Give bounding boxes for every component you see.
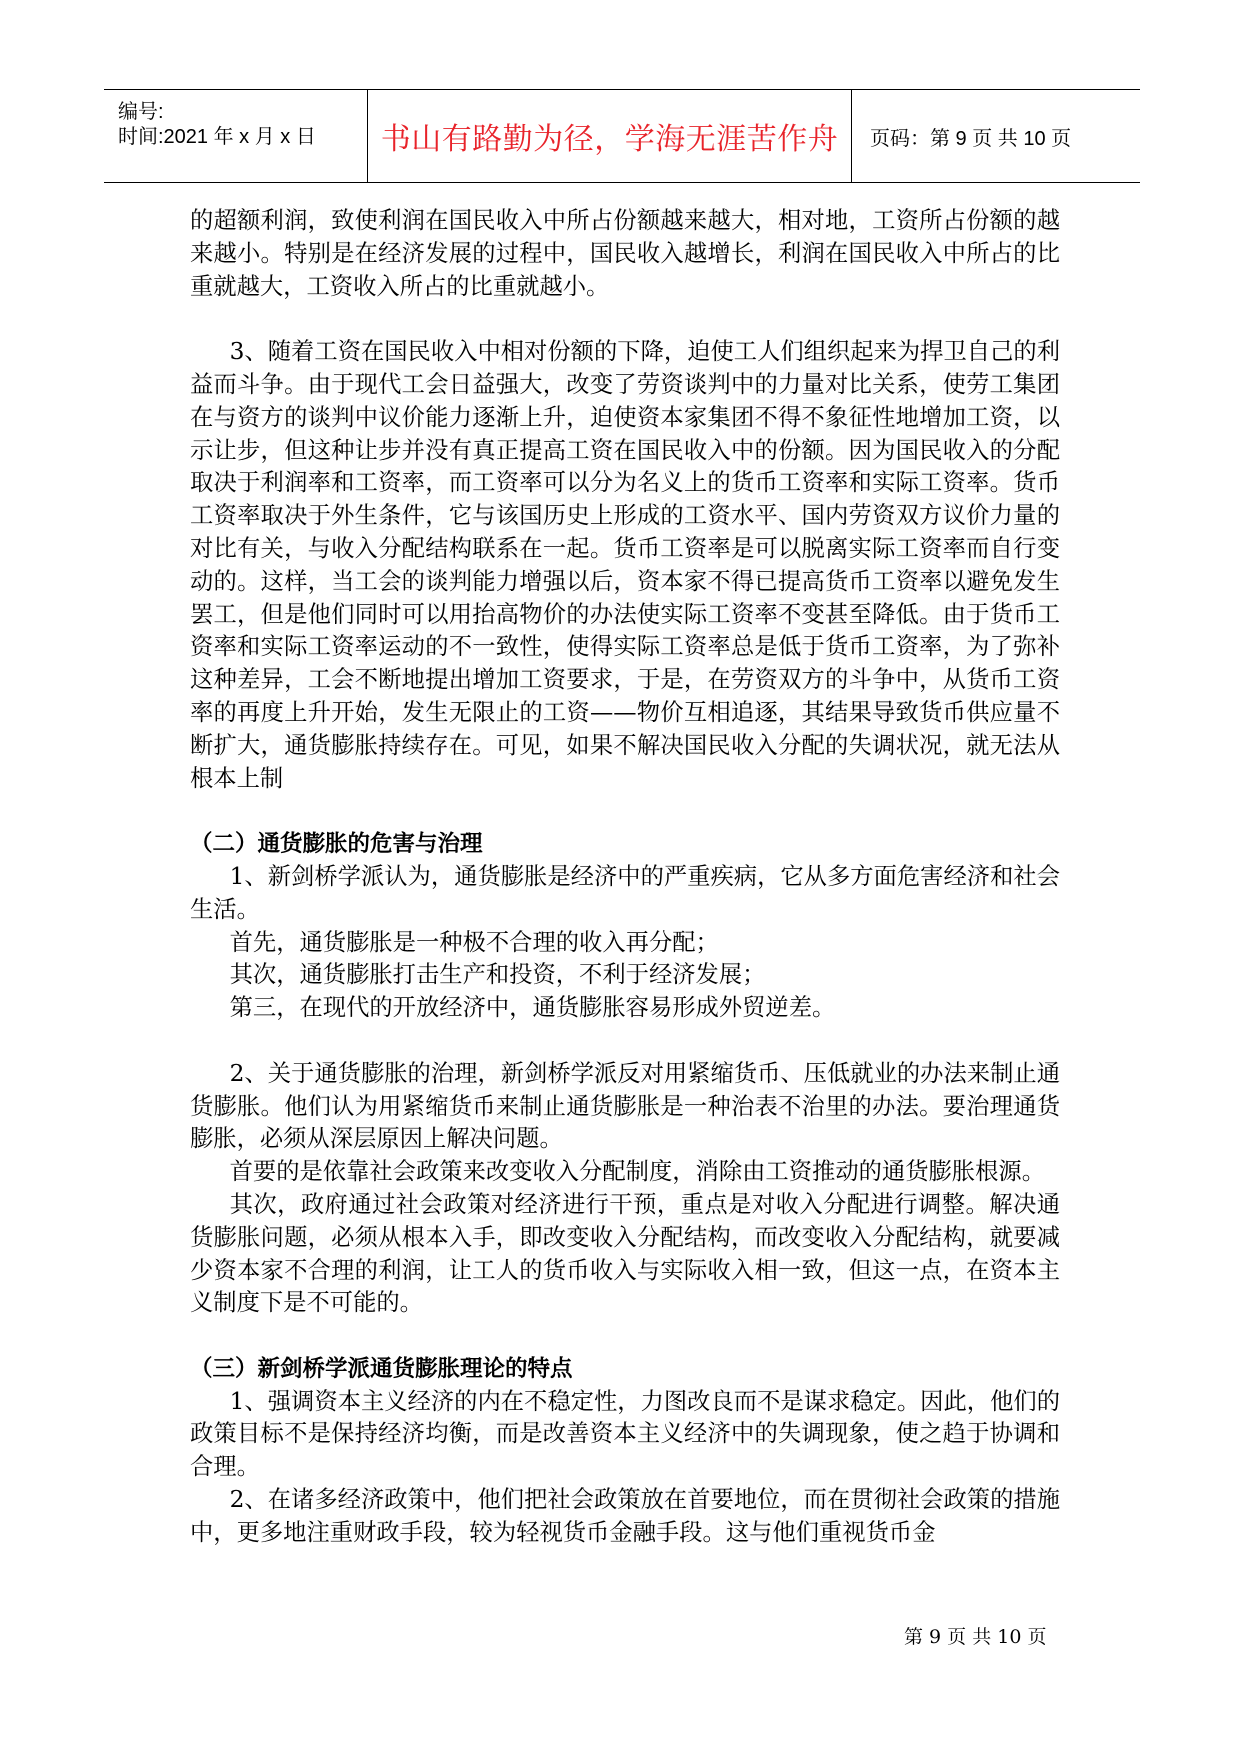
page-footer-number: 第 9 页 共 10 页: [904, 1626, 1047, 1648]
document-number-label: 编号:: [118, 101, 164, 123]
document-time-label: 时间:2021 年 x 月 x 日: [118, 126, 316, 148]
paragraph-8: 首要的是依靠社会政策来改变收入分配制度，消除由工资推动的通货膨胀根源。: [229, 1158, 1045, 1186]
paragraph-gap: [190, 795, 1060, 828]
paragraph-5: 其次，通货膨胀打击生产和投资，不利于经济发展；: [229, 961, 766, 989]
header-page-cell: [852, 90, 1140, 182]
paragraph-1: 的超额利润，致使利润在国民收入中所占份额越来越大，相对地，工资所占份额的越来越小。特别是在经济发展的过程中，国民收入越增长，利润在国民收入中所占的比重就越大，工资收入所占的比重就越小。: [190, 207, 1060, 300]
section-heading-2: （二）通货膨胀的危害与治理: [190, 831, 483, 858]
header-motto: 书山有路勤为径，学海无涯苦作舟: [380, 122, 839, 157]
section-heading-3: （三）新剑桥学派通货膨胀理论的特点: [190, 1355, 573, 1382]
paragraph-7: 2、关于通货膨胀的治理，新剑桥学派反对用紧缩货币、压低就业的办法来制止通货膨胀。他们认为用紧缩货币来制止通货膨胀是一种治表不治里的办法。要治理通货膨胀，必须从深层原因上解决问题。: [190, 1059, 1060, 1153]
paragraph-11: 2、在诸多经济政策中，他们把社会政策放在首要地位，而在贯彻社会政策的措施中，更多地注重财政手段，较为轻视货币金融手段。这与他们重视货币金: [190, 1486, 1060, 1546]
header-page-number: 页码：第 9 页 共 10 页: [870, 127, 1072, 150]
document-body: [190, 205, 1060, 1550]
header-motto-cell: [368, 90, 852, 182]
paragraph-9: 其次，政府通过社会政策对经济进行干预，重点是对收入分配进行调整。解决通货膨胀问题，必须从根本入手，即改变收入分配结构，而改变收入分配结构，就要减少资本家不合理的利润，让工人的货币收入与实际收入相一致，但这一点，在资本主义制度下是不可能的。: [190, 1190, 1060, 1317]
paragraph-6: 第三，在现代的开放经济中，通货膨胀容易形成外贸逆差。: [229, 994, 836, 1022]
paragraph-gap: [190, 1320, 1060, 1353]
paragraph-2: 3、随着工资在国民收入中相对份额的下降，迫使工人们组织起来为捍卫自己的利益而斗争。由于现代工会日益强大，改变了劳资谈判中的力量对比关系，使劳工集团在与资方的谈判中议价能力逐渐上升，迫使资本家集团不得不象征性地增加工资，以示让步，但这种让步并没有真正提高工资在国民收入中的份额。因为国民收入的分配取决于利润率和工资率，而工资率可以分为名义上的货币工资率和实际工资率。货币工资率取决于外生条件，它与该国历史上形成的工资水平、国内劳资双方议价力量的对比有关，与收入分配结构联系在一起。货币工资率是可以脱离实际工资率而自行变动的。这样，当工会的谈判能力增强以后，资本家不得已提高货币工资率以避免发生罢工，但是他们同时可以用抬高物价的办法使实际工资率不变甚至降低。由于货币工资率和实际工资率运动的不一致性，使得实际工资率总是低于货币工资率，为了弥补这种差异，工会不断地提出增加工资要求，于是，在劳资双方的斗争中，从货币工资率的再度上升开始，发生无限止的工资——物价互相追逐，其结果导致货币供应量不断扩大，通货膨胀持续存在。可见，如果不解决国民收入分配的失调状况，就无法从根本上制: [190, 338, 1060, 792]
page-header: [104, 89, 1140, 183]
paragraph-gap: [190, 303, 1060, 336]
paragraph-3: 1、新剑桥学派认为，通货膨胀是经济中的严重疾病，它从多方面危害经济和社会生活。: [190, 862, 1060, 923]
paragraph-gap: [190, 1025, 1060, 1058]
header-meta-cell: [104, 90, 368, 182]
paragraph-10: 1、强调资本主义经济的内在不稳定性，力图改良而不是谋求稳定。因此，他们的政策目标不是保持经济均衡，而是改善资本主义经济中的失调现象，使之趋于协调和合理。: [190, 1387, 1060, 1481]
paragraph-4: 首先，通货膨胀是一种极不合理的收入再分配；: [229, 928, 719, 956]
